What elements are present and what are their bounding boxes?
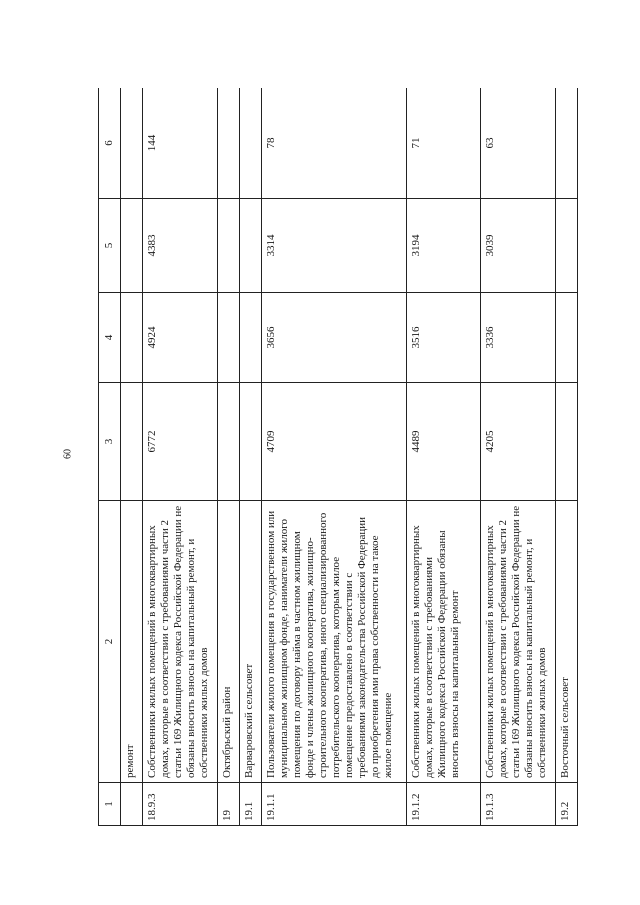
cell-value: 4924 xyxy=(143,293,217,383)
cell-value: 3039 xyxy=(481,199,555,293)
cell-value xyxy=(217,383,239,501)
row-description: Собственники жилых помещений в многоквартирных домах, которые в соответствии с требованиями части 2 статьи 169 Жилищного кодекса Российской Федерации не обязаны вносить взносы на капитальный ремонт, и собственники жилых домов xyxy=(143,501,217,783)
cell-value: 4383 xyxy=(143,199,217,293)
row-code: 19.1 xyxy=(239,783,261,826)
cell-value xyxy=(239,383,261,501)
table-row xyxy=(555,88,577,826)
table-row xyxy=(406,88,480,826)
cell-value: 4709 xyxy=(261,383,406,501)
cell-value: 6772 xyxy=(143,383,217,501)
column-header: 6 xyxy=(99,88,121,199)
cell-value xyxy=(555,383,577,501)
cell-value xyxy=(121,88,143,199)
table-row xyxy=(217,88,239,826)
cell-value xyxy=(555,199,577,293)
row-description: ремонт xyxy=(121,501,143,783)
row-description: Пользователи жилого помещения в государственном или муниципальном жилищном фонде, наниматели жилого помещения по договору найма в частном жилищном фонде и члены жилищного кооператива, жилищно-строительного кооператива, иного специализированного потребительского кооператива, которым жилое помещение предоставлено в соответствии с требованиями законодательства Российской Федерации до приобретения ими права собственности на такое жилое помещение xyxy=(261,501,406,783)
cell-value xyxy=(555,293,577,383)
cell-value: 3656 xyxy=(261,293,406,383)
row-code: 18.9.3 xyxy=(143,783,217,826)
rotated-page xyxy=(98,88,578,826)
cell-value: 3336 xyxy=(481,293,555,383)
table-row xyxy=(121,88,143,826)
page-number: 60 xyxy=(62,449,74,459)
column-header: 3 xyxy=(99,383,121,501)
column-header: 1 xyxy=(99,783,121,826)
column-header: 2 xyxy=(99,501,121,783)
table-row xyxy=(239,88,261,826)
cell-value: 3516 xyxy=(406,293,480,383)
cell-value: 3194 xyxy=(406,199,480,293)
cell-value: 78 xyxy=(261,88,406,199)
table-row xyxy=(481,88,555,826)
row-code xyxy=(121,783,143,826)
cell-value: 71 xyxy=(406,88,480,199)
tariff-table xyxy=(98,88,578,826)
row-code: 19.1.1 xyxy=(261,783,406,826)
row-code: 19 xyxy=(217,783,239,826)
row-code: 19.2 xyxy=(555,783,577,826)
cell-value: 3314 xyxy=(261,199,406,293)
cell-value xyxy=(121,383,143,501)
cell-value xyxy=(217,199,239,293)
row-description: Восточный сельсовет xyxy=(555,501,577,783)
cell-value xyxy=(121,199,143,293)
row-description: Собственники жилых помещений в многоквартирных домах, которые в соответствии с требованиями части 2 статьи 169 Жилищного кодекса Российской Федерации не обязаны вносить взносы на капитальный ремонт, и собственники жилых домов xyxy=(481,501,555,783)
row-code: 19.1.2 xyxy=(406,783,480,826)
cell-value: 144 xyxy=(143,88,217,199)
cell-value xyxy=(555,88,577,199)
cell-value xyxy=(217,88,239,199)
cell-value xyxy=(239,88,261,199)
table-row xyxy=(261,88,406,826)
column-header: 4 xyxy=(99,293,121,383)
cell-value xyxy=(217,293,239,383)
district-title: Октябрьский район xyxy=(217,501,239,783)
cell-value xyxy=(239,199,261,293)
table-row xyxy=(143,88,217,826)
cell-value: 63 xyxy=(481,88,555,199)
row-description: Варваровский сельсовет xyxy=(239,501,261,783)
cell-value xyxy=(121,293,143,383)
cell-value: 4205 xyxy=(481,383,555,501)
cell-value: 4489 xyxy=(406,383,480,501)
row-description: Собственники жилых помещений в многоквартирных домах, которые в соответствии с требованиями Жилищного кодекса Российской Федерации обязаны вносить взносы на капитальный ремонт xyxy=(406,501,480,783)
column-header: 5 xyxy=(99,199,121,293)
row-code: 19.1.3 xyxy=(481,783,555,826)
cell-value xyxy=(239,293,261,383)
column-number-row xyxy=(99,88,121,826)
